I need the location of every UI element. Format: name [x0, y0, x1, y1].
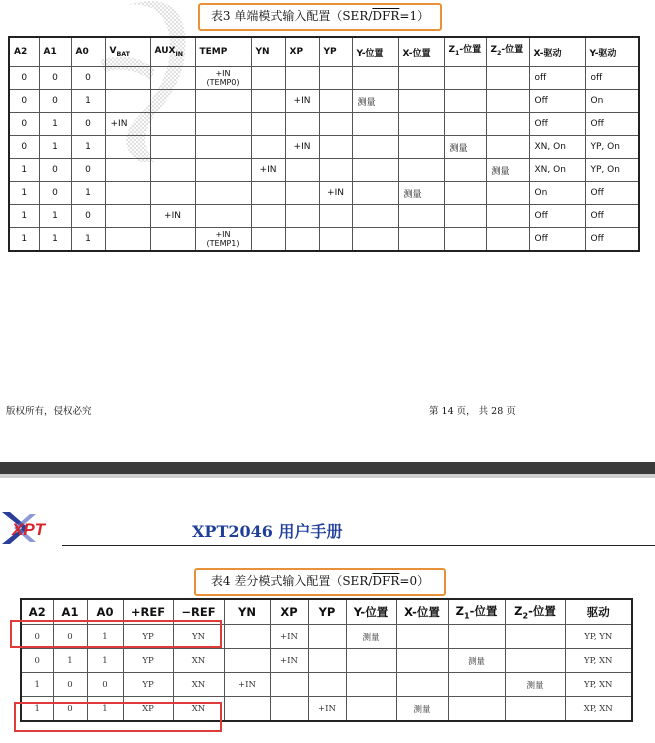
table-cell [105, 205, 150, 228]
manual-title: XPT2046 用户手册 [192, 522, 343, 541]
table-cell: 1 [53, 649, 87, 673]
table-cell: YP, On [585, 159, 639, 182]
table-cell [346, 697, 396, 722]
table-cell [270, 673, 308, 697]
table-cell: +IN (TEMP1) [195, 228, 251, 252]
table-cell: 测量 [486, 159, 529, 182]
table-row [9, 228, 639, 252]
col-header: A0 [87, 599, 123, 625]
table-cell: 0 [39, 90, 71, 113]
highlight-box [10, 620, 222, 648]
col-header: Y-驱动 [585, 37, 639, 67]
table-cell: Off [529, 205, 585, 228]
table-cell [505, 697, 565, 722]
table-cell: 0 [39, 182, 71, 205]
table-cell [398, 113, 444, 136]
table-cell [195, 182, 251, 205]
table-cell [352, 159, 398, 182]
table-cell: 1 [39, 228, 71, 252]
table-cell: Off [529, 228, 585, 252]
col-header: Y-位置 [352, 37, 398, 67]
table-cell [398, 90, 444, 113]
table-cell [285, 228, 319, 252]
table-cell: 1 [9, 182, 39, 205]
table-cell: XN [173, 673, 224, 697]
table-cell [105, 228, 150, 252]
table-cell: YN [173, 625, 224, 649]
col-header: $Z_1-$位置 [444, 37, 486, 67]
table-cell [150, 228, 195, 252]
table-cell: XN [173, 649, 224, 673]
table-cell: 测量 [505, 673, 565, 697]
table-cell: 1 [87, 649, 123, 673]
table-cell [285, 67, 319, 90]
table-cell [150, 67, 195, 90]
table-cell: Off [585, 182, 639, 205]
table-cell [352, 228, 398, 252]
col-header: A2 [21, 599, 53, 625]
col-header: XP [270, 599, 308, 625]
table-cell: 1 [71, 90, 105, 113]
table-cell [285, 205, 319, 228]
table-cell: 0 [9, 90, 39, 113]
table-cell: 1 [9, 205, 39, 228]
table-row [9, 136, 639, 159]
table-cell [444, 182, 486, 205]
col-header: $Z_1-$位置 [448, 599, 505, 625]
table-cell: off [529, 67, 585, 90]
table-cell [251, 113, 285, 136]
col-header: A0 [71, 37, 105, 67]
table-cell [444, 205, 486, 228]
table-cell: XN, On [529, 159, 585, 182]
table-cell [319, 136, 352, 159]
table-cell: 1 [39, 205, 71, 228]
table-cell: XP [123, 697, 173, 722]
col-header: $V_{BAT}$ [105, 37, 150, 67]
col-header: −REF [173, 599, 224, 625]
table-cell: 1 [39, 113, 71, 136]
table-cell: 0 [71, 205, 105, 228]
table-cell [398, 136, 444, 159]
table-cell: off [585, 67, 639, 90]
table-cell: 测量 [448, 649, 505, 673]
col-header: YP [319, 37, 352, 67]
table-cell [505, 625, 565, 649]
col-header: 驱动 [565, 599, 632, 625]
table-cell: Off [529, 90, 585, 113]
table-cell: 测量 [444, 136, 486, 159]
table-cell: 1 [87, 625, 123, 649]
table-cell: YP, XN [565, 649, 632, 673]
table-cell [448, 625, 505, 649]
table-cell [444, 90, 486, 113]
table-cell: +IN [150, 205, 195, 228]
table-cell: YP [123, 625, 173, 649]
table-cell [251, 67, 285, 90]
table-cell [486, 205, 529, 228]
table-cell [195, 159, 251, 182]
table-cell [319, 90, 352, 113]
col-header: +REF [123, 599, 173, 625]
table-cell: 0 [71, 159, 105, 182]
table-cell: 0 [71, 67, 105, 90]
table-cell [352, 205, 398, 228]
table-cell: +IN [285, 136, 319, 159]
table-cell: 1 [21, 673, 53, 697]
table-cell [346, 649, 396, 673]
table-cell [444, 159, 486, 182]
table-cell: XN, On [529, 136, 585, 159]
table-cell [396, 673, 448, 697]
table-cell [444, 228, 486, 252]
table-cell [319, 67, 352, 90]
table-cell: +IN [270, 649, 308, 673]
table-cell: 0 [53, 697, 87, 722]
table-cell [224, 697, 270, 722]
table-cell: +IN [105, 113, 150, 136]
table-cell [486, 228, 529, 252]
table-cell: YP, XN [565, 673, 632, 697]
table-cell [398, 159, 444, 182]
table-cell [105, 90, 150, 113]
table-cell: XN [173, 697, 224, 722]
table-cell: 0 [87, 673, 123, 697]
table-cell [486, 113, 529, 136]
table-cell: +IN [224, 673, 270, 697]
col-header: XP [285, 37, 319, 67]
table-cell [150, 113, 195, 136]
svg-text:XPT: XPT [12, 520, 46, 539]
col-header: $Z_2-$位置 [486, 37, 529, 67]
col-header: Y-位置 [346, 599, 396, 625]
table-cell: 1 [39, 136, 71, 159]
table-cell [319, 228, 352, 252]
table-cell [150, 90, 195, 113]
table-cell: 1 [71, 182, 105, 205]
table-cell [224, 625, 270, 649]
table-cell: +IN [270, 625, 308, 649]
table-cell [448, 673, 505, 697]
table-cell: 0 [39, 159, 71, 182]
xpt-logo-icon [0, 508, 70, 548]
table-cell [308, 649, 346, 673]
col-header: $AUX_{IN}$ [150, 37, 195, 67]
col-header: A2 [9, 37, 39, 67]
table-cell [486, 90, 529, 113]
highlight-box [14, 702, 222, 732]
table-cell: Off [585, 113, 639, 136]
table-cell [352, 136, 398, 159]
table-cell: +IN [285, 90, 319, 113]
table-cell: 1 [87, 697, 123, 722]
table-cell [285, 182, 319, 205]
table-cell [251, 136, 285, 159]
table-cell [251, 205, 285, 228]
table-cell: 0 [53, 673, 87, 697]
table-cell [308, 625, 346, 649]
table-cell: 测量 [346, 625, 396, 649]
page-number: 第 14 页， 共 28 页 [429, 406, 516, 417]
table-cell [396, 625, 448, 649]
table-cell: YP [123, 649, 173, 673]
table-cell: 1 [71, 228, 105, 252]
table-row [9, 67, 639, 90]
table-row [9, 205, 639, 228]
table-cell [486, 67, 529, 90]
table-cell: 0 [9, 67, 39, 90]
table-cell [150, 136, 195, 159]
table-cell: YP, On [585, 136, 639, 159]
table-header-row [9, 37, 639, 67]
table-cell [150, 159, 195, 182]
table-cell: 测量 [396, 697, 448, 722]
table-cell [396, 649, 448, 673]
table-cell [285, 159, 319, 182]
table-cell [105, 67, 150, 90]
table-cell: 0 [21, 649, 53, 673]
table-cell: +IN (TEMP0) [195, 67, 251, 90]
table-row [21, 673, 632, 697]
table-cell [444, 113, 486, 136]
table-cell [195, 136, 251, 159]
page-separator [0, 462, 655, 474]
table-cell: 0 [21, 625, 53, 649]
table-cell: +IN [319, 182, 352, 205]
table-cell [319, 159, 352, 182]
table-cell: 1 [9, 159, 39, 182]
table-row [9, 159, 639, 182]
table-cell: 1 [71, 136, 105, 159]
table-cell: Off [585, 205, 639, 228]
page-separator-shadow [0, 474, 655, 478]
table-cell [195, 205, 251, 228]
table-cell [346, 673, 396, 697]
table-cell [398, 205, 444, 228]
col-header: X-驱动 [529, 37, 585, 67]
table-cell [270, 697, 308, 722]
table-cell: On [529, 182, 585, 205]
col-header: X-位置 [398, 37, 444, 67]
table-cell [285, 113, 319, 136]
table-cell: Off [529, 113, 585, 136]
table-cell: On [585, 90, 639, 113]
table-cell: YP [123, 673, 173, 697]
table-cell: 1 [9, 228, 39, 252]
table3-caption: 表3 单端模式输入配置$(SER/\overline{DFR}=1)$ [198, 3, 442, 31]
table-cell [195, 90, 251, 113]
table-cell [251, 182, 285, 205]
col-header: TEMP [195, 37, 251, 67]
table-cell: Off [585, 228, 639, 252]
table-cell: 0 [53, 625, 87, 649]
table-cell [319, 113, 352, 136]
table-cell [352, 182, 398, 205]
table-row [21, 649, 632, 673]
table-cell [195, 113, 251, 136]
table-cell: +IN [251, 159, 285, 182]
col-header: YN [251, 37, 285, 67]
table-cell [444, 67, 486, 90]
col-header: YN [224, 599, 270, 625]
table-row [9, 182, 639, 205]
table-cell: 0 [9, 136, 39, 159]
table-cell [448, 697, 505, 722]
table-cell: YP, YN [565, 625, 632, 649]
table-row [9, 113, 639, 136]
header-rule [62, 545, 655, 546]
table-cell [398, 228, 444, 252]
table-row [9, 90, 639, 113]
table-cell [251, 228, 285, 252]
table-cell: 0 [71, 113, 105, 136]
table-cell: XP, XN [565, 697, 632, 722]
table-cell [398, 67, 444, 90]
single-ended-config-table [8, 36, 640, 252]
table-cell: 1 [21, 697, 53, 722]
table-cell [319, 205, 352, 228]
table-cell [105, 136, 150, 159]
table-cell: 测量 [352, 90, 398, 113]
col-header: YP [308, 599, 346, 625]
table-cell [105, 182, 150, 205]
table-cell [150, 182, 195, 205]
col-header: A1 [53, 599, 87, 625]
table-cell [486, 182, 529, 205]
table-cell: 0 [39, 67, 71, 90]
table-cell: +IN [308, 697, 346, 722]
table-cell [224, 649, 270, 673]
table-cell [105, 159, 150, 182]
table-cell: 0 [9, 113, 39, 136]
table-cell [486, 136, 529, 159]
table-cell [308, 673, 346, 697]
col-header: $Z_2-$位置 [505, 599, 565, 625]
table-cell: 测量 [398, 182, 444, 205]
table4-caption: 表4 差分模式输入配置$(SER/\overline{DFR}=0)$ [194, 568, 446, 596]
col-header: X-位置 [396, 599, 448, 625]
table-cell [251, 90, 285, 113]
col-header: A1 [39, 37, 71, 67]
copyright-notice: 版权所有，侵权必究 [6, 406, 92, 417]
table-cell [352, 67, 398, 90]
table-cell [352, 113, 398, 136]
table-cell [505, 649, 565, 673]
